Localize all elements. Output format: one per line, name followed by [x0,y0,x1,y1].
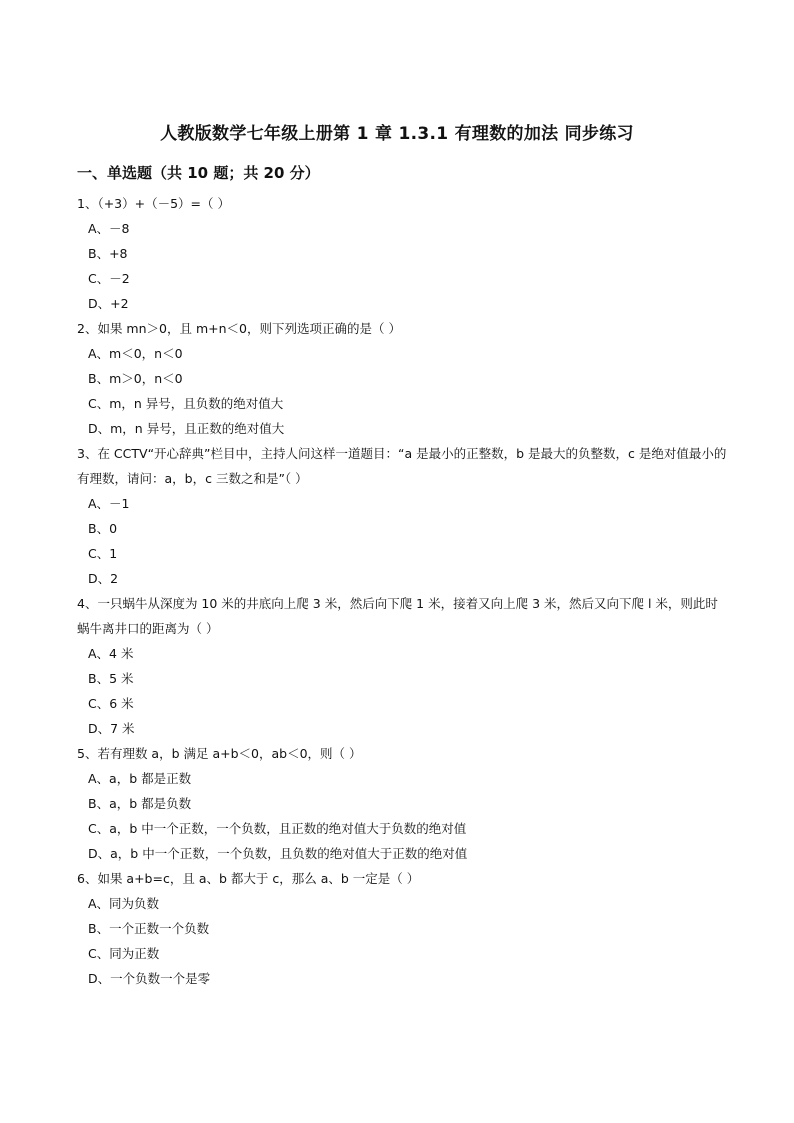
question-4 [77,591,727,741]
option-c: C、－2 [88,271,130,286]
option-d: D、一个负数一个是零 [88,971,211,986]
question-1 [77,191,727,316]
question-list [77,191,727,991]
question-6 [77,866,727,991]
option-b: B、+8 [88,246,128,261]
option-a: A、a，b 都是正数 [88,771,192,786]
option-d: D、7 米 [88,721,135,736]
option-d: D、+2 [88,296,129,311]
question-stem: 2、如果 mn＞0，且 m+n＜0，则下列选项正确的是（ ） [77,321,401,336]
document-title: 人教版数学七年级上册第 1 章 1.3.1 有理数的加法 同步练习 [160,124,634,144]
question-2 [77,316,727,441]
question-stem: 6、如果 a+b=c，且 a、b 都大于 c，那么 a、b 一定是（ ） [77,871,420,886]
option-d: D、m，n 异号，且正数的绝对值大 [88,421,285,436]
option-b: B、0 [88,521,118,536]
question-stem: 5、若有理数 a，b 满足 a+b＜0，ab＜0，则（ ） [77,746,362,761]
option-b: B、一个正数一个负数 [88,921,210,936]
option-d: D、2 [88,571,119,586]
option-b: B、a，b 都是负数 [88,796,192,811]
question-stem: 4、一只蜗牛从深度为 10 米的井底向上爬 3 米，然后向下爬 1 米，接着又向上爬 3 米，然后又向下爬 l 米，则此时蜗牛离井口的距离为（ ） [77,596,718,636]
option-a: A、－8 [88,221,130,236]
option-c: C、6 米 [88,696,134,711]
question-3 [77,441,727,591]
option-a: A、m＜0，n＜0 [88,346,183,361]
option-d: D、a，b 中一个正数，一个负数，且负数的绝对值大于正数的绝对值 [88,846,468,861]
option-c: C、1 [88,546,118,561]
question-stem: 1、（+3）+（－5）=（ ） [77,196,231,211]
option-a: A、同为负数 [88,896,160,911]
option-c: C、同为正数 [88,946,160,961]
option-a: A、－1 [88,496,130,511]
question-stem: 3、在 CCTV“开心辞典”栏目中，主持人问这样一道题目：“a 是最小的正整数，b 是最大的负整数，c 是绝对值最小的有理数，请问：a，b，c 三数之和是”（ ） [77,446,727,486]
question-5 [77,741,727,866]
section-heading: 一、单选题（共 10 题；共 20 分） [77,164,320,182]
option-c: C、m，n 异号，且负数的绝对值大 [88,396,284,411]
option-b: B、m＞0，n＜0 [88,371,183,386]
option-a: A、4 米 [88,646,134,661]
option-b: B、5 米 [88,671,134,686]
option-c: C、a，b 中一个正数，一个负数，且正数的绝对值大于负数的绝对值 [88,821,467,836]
